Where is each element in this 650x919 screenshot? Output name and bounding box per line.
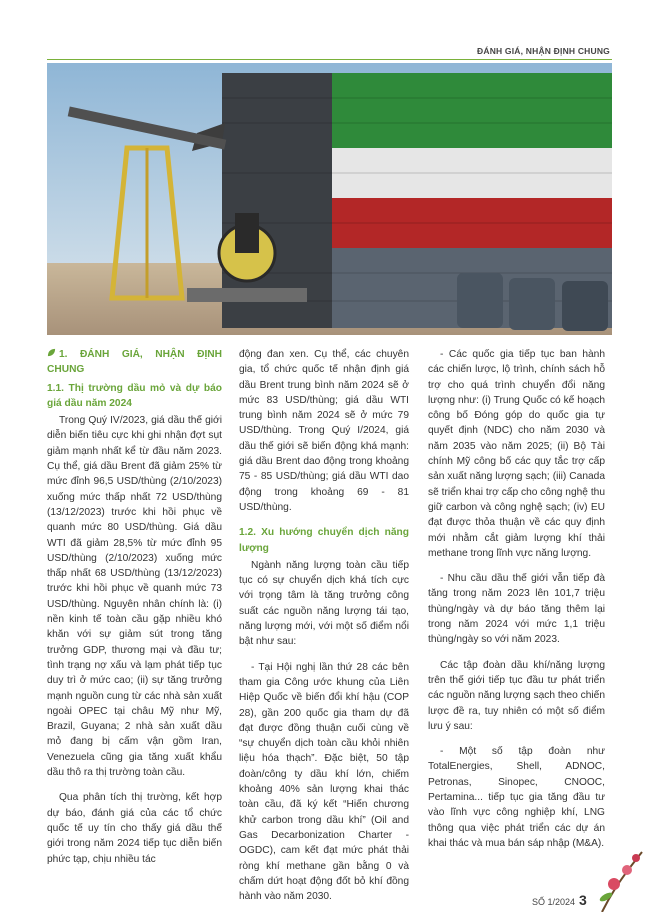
running-header: ĐÁNH GIÁ, NHẬN ĐỊNH CHUNG: [477, 46, 610, 56]
column-3: [428, 347, 605, 851]
column-1: [47, 347, 222, 867]
paragraph: động đan xen. Cụ thể, các chuyên gia, tổ chức quốc tế nhận định giá dầu Brent trung bình năm 2024 sẽ ở mức 83 USD/thùng; giá dầu WTI trung bình năm 2024 sẽ ở mức 79 USD/thùng. Trong Quý I/2024, giá dầu thế giới sẽ biến động khá mạnh: giá dầu Brent dao động trong khoảng 75 - 85 USD/thùng; giá dầu WTI dao động trong khoảng 69 - 81 USD/thùng.: [239, 349, 409, 513]
subsection-title: 1.2. Xu hướng chuyển dịch năng lượng: [239, 527, 409, 554]
paragraph: - Tại Hội nghị lần thứ 28 các bên tham gia Công ước khung của Liên Hiệp Quốc về biến đổi khí hậu (COP 28), gần 200 quốc gia tham dự đã đạt được đồng thuận cuối cùng về “sự chuyển dịch toàn cầu khỏi nhiên liệu hóa thạch”. Đặc biệt, 50 tập đoàn/công ty dầu khí lớn, chiếm khoảng 40% sản lượng khai thác toàn cầu, đã ký kết “Hiến chương khử carbon trong dầu khí” (Oil and Gas Decarbonization Charter -OGDC), cam kết đạt mức phát thải ròng khí methane gần bằng 0 và chấm dứt hoạt động đốt bỏ khí đồng hành vào năm 2030.: [239, 661, 409, 903]
paragraph: - Các quốc gia tiếp tục ban hành các chiến lược, lộ trình, chính sách hỗ trợ cho quá trình chuyển đổi năng lượng như: (i) Trung Quốc có kế hoạch công bố Đóng góp do quốc gia tự quyết định (NDC) cho năm 2030 và năm 2035 vào năm 2025; (ii) Bộ Tài chính Mỹ công bố các quy tắc trợ cấp sản xuất năng lượng sạch; (iii) Canada sẽ triển khai trợ cấp cho công nghệ thu giữ carbon và công nghệ sạch; (iv) EU đạt được thỏa thuận về các quy định mới nhằm cắt giảm lượng khí thải methane trong lĩnh vực năng lượng.: [428, 349, 605, 559]
paragraph: Ngành năng lượng toàn cầu tiếp tục có sự chuyển dịch khá tích cực với trọng tâm là tăng trưởng công suất các nguồn năng lượng tái tạo, năng lượng mới, với một số điểm nổi bật như sau:: [239, 559, 409, 648]
leaf-icon: [47, 347, 56, 362]
page-number: 3: [579, 892, 587, 908]
paragraph: Trong Quý IV/2023, giá dầu thế giới diễn biến tiêu cực khi ghi nhận đợt sụt giảm mạnh nhất kể từ đầu năm 2023. Cụ thể, giá dầu Brent đã giảm 25% từ mức đỉnh 96,5 USD/thùng (2/10/2023) xuống mức thấp nhất 72 USD/thùng (13/12/2023) trước khi hồi phục về quanh mức 80 USD/thùng. Giá dầu WTI đã giảm 28,5% từ mức đỉnh 95 USD/thùng (2/10/2023) xuống mức thấp nhất 68 USD/thùng (13/12/2023) trước khi hồi phục về quanh mức 73 USD/thùng. Nguyên nhân chính là: (i) nền kinh tế toàn cầu gặp nhiều khó khăn với sự giảm sút trong tăng trưởng GDP, thương mại và đầu tư; tình trạng nợ xấu và lạm phát tiếp tục duy trì ở mức cao; (ii) sự tăng trưởng mạnh nguồn cung từ các nhà sản xuất ngoài OPEC tại châu Mỹ như Mỹ, Brazil, Guyana; 2 nhà sản xuất dầu mỏ đang bị cấm vận gồm Iran, Venezuela cũng gia tăng xuất khẩu dầu thô ra thị trường toàn cầu.: [47, 415, 222, 779]
section-title-text: 1. ĐÁNH GIÁ, NHẬN ĐỊNH CHUNG: [47, 349, 222, 376]
header-rule: [47, 59, 612, 60]
subsection-title: 1.1. Thị trường dầu mỏ và dự báo giá dầu năm 2024: [47, 382, 222, 409]
column-2: [239, 347, 409, 904]
oil-barrels-photo: [47, 63, 612, 335]
issue-label: SỐ 1/2024: [532, 897, 576, 907]
paragraph: - Nhu cầu dầu thế giới vẫn tiếp đà tăng trong năm 2023 lên 101,7 triệu thùng/ngày và dự báo tăng thêm lại trong năm 2024 với mức 1,1 triệu thùng/ngày so với năm 2023.: [428, 573, 605, 646]
paragraph: Các tập đoàn dầu khí/năng lượng trên thế giới tiếp tục đầu tư phát triển các nguồn năng lượng sạch theo chiến lược đề ra, tuy nhiên có một số điểm lưu ý sau:: [428, 659, 605, 732]
page-footer: [532, 892, 587, 908]
flower-decoration-icon: [592, 842, 647, 917]
paragraph: Qua phân tích thị trường, kết hợp dự báo, đánh giá của các tổ chức quốc tế uy tín cho thấy giá dầu thế giới trong năm 2024 tiếp tục diễn biến phức tạp, chịu nhiều tác: [47, 792, 222, 865]
section-title: [47, 347, 222, 378]
paragraph: - Một số tập đoàn như TotalEnergies, Shell, ADNOC, Petronas, Sinopec, CNOOC, Pertamina... tiếp tục gia tăng đầu tư vào lĩnh vực công nghiệp khí, LNG thông qua việc phát triển các dự án khai thác và mua bán sáp nhập (M&A).: [428, 746, 605, 849]
